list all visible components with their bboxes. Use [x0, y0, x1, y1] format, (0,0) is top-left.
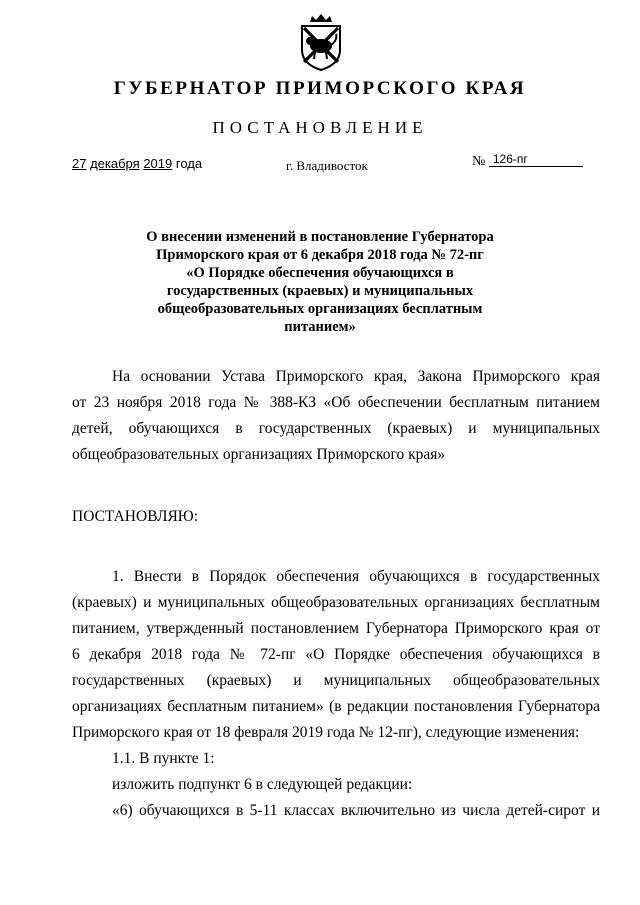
subitem-text: изложить подпункт 6 в следующей редакции:	[112, 776, 413, 793]
item-1-line: организациях бесплатным питанием» (в редакции постановления Губернатора	[72, 698, 600, 715]
preamble-line: детей, обучающихся в государственных (краевых) и муниципальных	[72, 420, 600, 437]
title-line: О внесении изменений в постановление Губернатора	[146, 229, 494, 245]
preamble-line: На основании Устава Приморского края, Закона Приморского края	[112, 368, 600, 385]
document-date	[72, 156, 202, 171]
title-line: питанием»	[284, 319, 356, 335]
item-1-line: Приморского края от 18 февраля 2019 года № 12-пг), следующие изменения:	[72, 724, 580, 741]
date-year: 2019	[143, 156, 173, 171]
item-1-paragraph	[72, 564, 600, 824]
item-1-line: (краевых) и муниципальных общеобразовательных организациях бесплатным	[72, 594, 600, 611]
date-month: декабря	[90, 156, 140, 171]
preamble-line: от 23 ноября 2018 года № 388-КЗ «Об обеспечении бесплатным питанием	[72, 394, 600, 411]
number-value: 126-пг	[489, 152, 583, 167]
document-title	[120, 228, 520, 336]
authority-heading: ГУБЕРНАТОР ПРИМОРСКОГО КРАЯ	[113, 78, 527, 99]
decree-word: ПОСТАНОВЛЯЮ:	[72, 508, 199, 525]
date-day: 27	[72, 156, 87, 171]
quote-line: «6) обучающихся в 5-11 классах включительно из числа детей-сирот и	[112, 802, 600, 819]
title-line: общеобразовательных организациях бесплатным	[157, 301, 483, 317]
document-city: г. Владивосток	[286, 158, 368, 173]
preamble-paragraph	[72, 364, 600, 468]
item-1-line: 6 декабря 2018 года № 72-пг «О Порядке обеспечения обучающихся в	[72, 646, 600, 663]
item-1-line: государственных (краевых) и муниципальных общеобразовательных	[72, 672, 600, 689]
coat-of-arms-emblem	[296, 12, 346, 72]
date-suffix: года	[175, 156, 203, 171]
document-number	[472, 152, 583, 170]
subitem-1-1: 1.1. В пункте 1:	[112, 750, 215, 767]
item-1-line: 1. Внести в Порядок обеспечения обучающихся в государственных	[112, 568, 600, 585]
number-label: №	[472, 154, 486, 169]
document-type: ПОСТАНОВЛЕНИЕ	[212, 118, 428, 137]
title-line: Приморского края от 6 декабря 2018 года № 72-пг	[156, 247, 484, 263]
title-line: государственных (краевых) и муниципальных	[166, 283, 474, 299]
title-line: «О Порядке обеспечения обучающихся в	[186, 265, 454, 281]
preamble-line: общеобразовательных организациях Приморского края»	[72, 446, 446, 463]
item-1-line: питанием, утвержденный постановлением Губернатора Приморского края от	[72, 620, 600, 637]
